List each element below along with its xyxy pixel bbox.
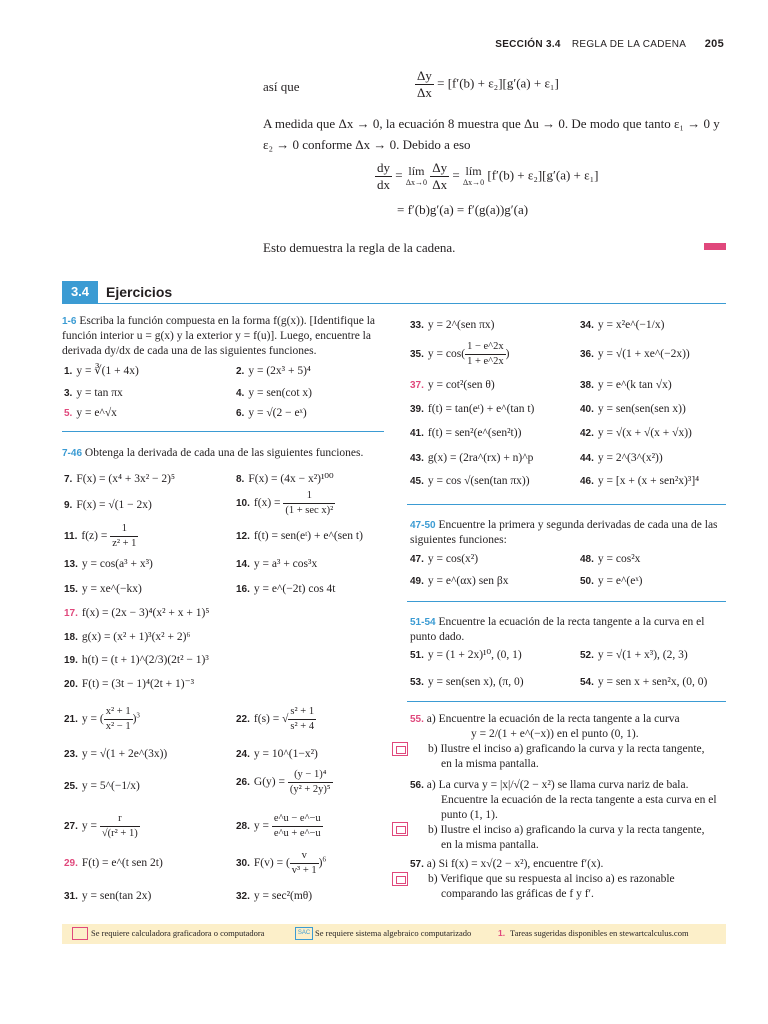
instructions-51-54 [410, 615, 726, 645]
instructions-51-54-text: Encuentre la ecuación de la recta tangente a la curva en el punto dado. [410, 616, 705, 643]
exercise-21: 21. y = ( $\frac{\text{x² + 1}}{\text{x² − 1}}$ )$^3$ [64, 706, 140, 732]
exercise-57: 57. a) Si f(x) = x√(2 − x²), encuentre f′(x). b) Verifique que su respuesta al inciso a) es razonable comparando las gráficas de f y f′. [410, 858, 675, 900]
proof-paragraph: A medida que Δx → 0, la ecuación 8 muestra que Δu → 0. De modo que tanto ε₁ → 0 y ε₂ → 0 conforme Δx → 0. Debido a eso [263, 116, 720, 152]
exercise-54: 54. y = sen x + sen²x, (0, 0) [580, 676, 708, 688]
instructions-47-50 [410, 518, 726, 548]
exercise-15: 15. y = xe^(−kx) [64, 583, 142, 595]
exercise-3: 3. y = tan πx [64, 387, 123, 399]
exercise-14: 14. y = a³ + cos³x [236, 558, 318, 570]
equation-3: = f′(b)g′(a) = f′(g(a))g′(a) [397, 202, 529, 217]
exercise-7: 7. F(x) = (x⁴ + 3x² − 2)⁵ [64, 473, 175, 485]
exercise-38: 38. y = e^(k tan √x) [580, 379, 672, 391]
separator [407, 601, 726, 602]
exercise-51: 51. y = (1 + 2x)¹⁰, (0, 1) [410, 649, 522, 661]
exercise-20: 20. F(t) = (3t − 1)⁴(2t + 1)⁻³ [64, 678, 195, 690]
exercise-55: 55. a) Encuentre la ecuación de la recta tangente a la curva y = 2/(1 + e^(−x)) en el punto (0, 1). b) Ilustre el inciso a) graficando la curva y la recta tangente, en la misma pantalla. [410, 713, 705, 770]
exercises-section-number: 3.4 [62, 281, 98, 303]
exercise-12: 12. f(t) = sen(eᵗ) + e^(sen t) [236, 530, 363, 542]
page-number: 205 [704, 38, 724, 50]
exercise-28: 28. y = $\frac{e\^{}u - e\^{}-u}{e\^{}u + e\^{}-u}$ [236, 813, 321, 839]
eq1-denominator: Δx [417, 85, 432, 100]
exercise-19: 19. h(t) = (t + 1)^(2/3)(2t² − 1)³ [64, 654, 209, 666]
exercise-5: 5. y = e^√x [64, 407, 117, 419]
exercise-37: 37. y = cot²(sen θ) [410, 379, 495, 391]
graphing-calculator-icon [392, 742, 408, 756]
exercise-43: 43. g(x) = (2ra^(rx) + n)^p [410, 452, 534, 464]
instructions-7-46-text: Obtenga la derivada de cada una de las siguientes funciones. [84, 447, 364, 459]
instructions-7-46 [62, 446, 384, 461]
exercise-6: 6. y = √(2 − eˣ) [236, 407, 307, 419]
exercise-10: 10. f(x) = $\frac{1}{\text{(1 + sec x)²}}$ [236, 490, 334, 516]
legend-homework-text: Tareas sugeridas disponibles en stewartcalculus.com [510, 928, 689, 938]
instructions-47-50-text: Encuentre la primera y segunda derivadas de cada una de las siguientes funciones: [410, 519, 718, 546]
separator [407, 504, 726, 505]
exercise-45: 45. y = cos √(sen(tan πx)) [410, 475, 530, 487]
exercise-26: 26. G(y) = $\frac{\text{(y − 1)⁴}}{\text{(y² + 2y)⁵}}$ [236, 769, 331, 795]
range-7-46: 7-46 [62, 448, 83, 459]
section-label: SECCIÓN 3.4 [495, 39, 561, 50]
graphing-calculator-icon [392, 822, 408, 836]
instructions-1-6-text: Escriba la función compuesta en la forma f(g(x)). [Identifique la función interior u = g(x) y la exterior y = f(u)]. Luego, encuentre la derivada dy/dx de cada una de las siguientes funciones. [62, 315, 376, 357]
exercise-31: 31. y = sen(tan 2x) [64, 890, 152, 902]
cas-icon: SAC [295, 927, 313, 940]
exercise-46: 46. y = [x + (x + sen²x)³]⁴ [580, 475, 700, 487]
exercise-36: 36. y = √(1 + xe^(−2x)) [580, 348, 690, 360]
eq1-numerator: Δy [417, 68, 432, 83]
separator [62, 431, 384, 432]
legend-cas-text: Se requiere sistema algebraico computarizado [315, 928, 472, 938]
exercise-24: 24. y = 10^(1−x²) [236, 748, 318, 760]
exercise-29: 29. F(t) = e^(t sen 2t) [64, 857, 163, 869]
legend-footer [62, 924, 726, 944]
exercise-9: 9. F(x) = √(1 − 2x) [64, 499, 152, 511]
exercise-41: 41. f(t) = sen²(e^(sen²t)) [410, 427, 522, 439]
eq2-lim-1: lím [408, 163, 425, 178]
asi-que-text: así que [263, 79, 300, 94]
exercise-47: 47. y = cos(x²) [410, 553, 479, 565]
running-header [495, 38, 724, 50]
exercise-8: 8. F(x) = (4x − x²)¹⁰⁰ [236, 473, 334, 485]
range-47-50: 47-50 [410, 520, 436, 531]
graphing-calculator-icon [392, 872, 408, 886]
exercise-50: 50. y = e^(eˣ) [580, 575, 643, 587]
exercise-56: 56. a) La curva y = |x|/√(2 − x²) se llama curva nariz de bala. Encuentre la ecuación de la recta tangente a esta curva en el punto (1, 1). b) Ilustre el inciso a) graficando la curva y la recta tangente, en la misma pantalla. [410, 779, 717, 851]
exercise-34: 34. y = x²e^(−1/x) [580, 319, 665, 331]
instructions-1-6 [62, 314, 384, 359]
eq2-dy-delta: Δy [432, 160, 448, 175]
section-title: REGLA DE LA CADENA [571, 39, 686, 50]
exercise-13: 13. y = cos(a³ + x³) [64, 558, 153, 570]
exercise-40: 40. y = sen(sen(sen x)) [580, 403, 686, 415]
range-1-6: 1-6 [62, 316, 77, 327]
exercise-16: 16. y = e^(−2t) cos 4t [236, 583, 336, 595]
exercise-25: 25. y = 5^(−1/x) [64, 780, 140, 792]
exercise-49: 49. y = e^(αx) sen βx [410, 575, 509, 587]
exercise-44: 44. y = 2^(3^(x²)) [580, 452, 663, 464]
exercise-35: 35. y = cos( $\frac{1 - e\^{}2x}{1 + e\^{}2x}$ ) [410, 341, 510, 367]
exercises-header-rule [62, 303, 726, 304]
exercise-39: 39. f(t) = tan(eᵗ) + e^(tan t) [410, 403, 535, 415]
exercise-30: 30. F(v) = ( $\frac{v}{\text{v³ + 1}}$ )$^6$ [236, 850, 326, 876]
eq2-dx: dx [377, 177, 390, 192]
exercise-48: 48. y = cos²x [580, 553, 641, 565]
graphing-calculator-icon [72, 927, 88, 940]
equation-2: $\frac{dy}{dx}$ = lím Δx→0 $\frac{\Delta y}{\Delta x}$ = lím Δx→0 [f′(b) + ε₂][g′(a) + ε₁] [377, 160, 599, 192]
exercise-18: 18. g(x) = (x² + 1)³(x² + 2)⁶ [64, 631, 191, 643]
eq2-dy: dy [377, 160, 390, 175]
exercise-33: 33. y = 2^(sen πx) [410, 319, 495, 331]
proof-conclusion: Esto demuestra la regla de la cadena. [263, 240, 456, 255]
legend-homework-number: 1. [498, 928, 506, 938]
exercise-32: 32. y = sec²(mθ) [236, 890, 313, 902]
eq2-tail: [f′(b) + ε₂][g′(a) + ε₁] [487, 167, 599, 183]
exercise-22: 22. f(s) = √ $\frac{\text{s² + 1}}{\text{s² + 4}}$ [236, 706, 315, 732]
exercise-11: 11. f(z) = $\frac{1}{\text{z² + 1}}$ [64, 523, 137, 549]
exercise-2: 2. y = (2x³ + 5)⁴ [236, 365, 311, 377]
eq2-dx-delta: Δx [432, 177, 448, 192]
eq1-rhs: = [f′(b) + ε₂][g′(a) + ε₁] [437, 75, 559, 91]
end-of-proof-marker [704, 243, 726, 250]
range-51-54: 51-54 [410, 617, 436, 628]
eq2-lim-sub-2: Δx→0 [462, 177, 485, 187]
exercise-23: 23. y = √(1 + 2e^(3x)) [64, 748, 168, 760]
exercise-4: 4. y = sen(cot x) [236, 387, 312, 399]
equation-1 [415, 68, 559, 101]
exercise-52: 52. y = √(1 + x³), (2, 3) [580, 649, 688, 661]
exercise-17: 17. f(x) = (2x − 3)⁴(x² + x + 1)⁵ [64, 607, 210, 619]
exercises-title: Ejercicios [106, 284, 173, 300]
separator [407, 701, 726, 702]
exercise-42: 42. y = √(x + √(x + √x)) [580, 427, 692, 439]
eq2-lim-2: lím [465, 163, 482, 178]
eq2-lim-sub-1: Δx→0 [405, 177, 427, 187]
legend-calculator-text: Se requiere calculadora graficadora o computadora [91, 928, 265, 938]
exercise-1: 1. y = ∛(1 + 4x) [64, 365, 139, 377]
exercise-53: 53. y = sen(sen x), (π, 0) [410, 676, 524, 688]
exercise-27: 27. y = $\frac{r}{\text{√(r² + 1)}}$ [64, 813, 138, 839]
